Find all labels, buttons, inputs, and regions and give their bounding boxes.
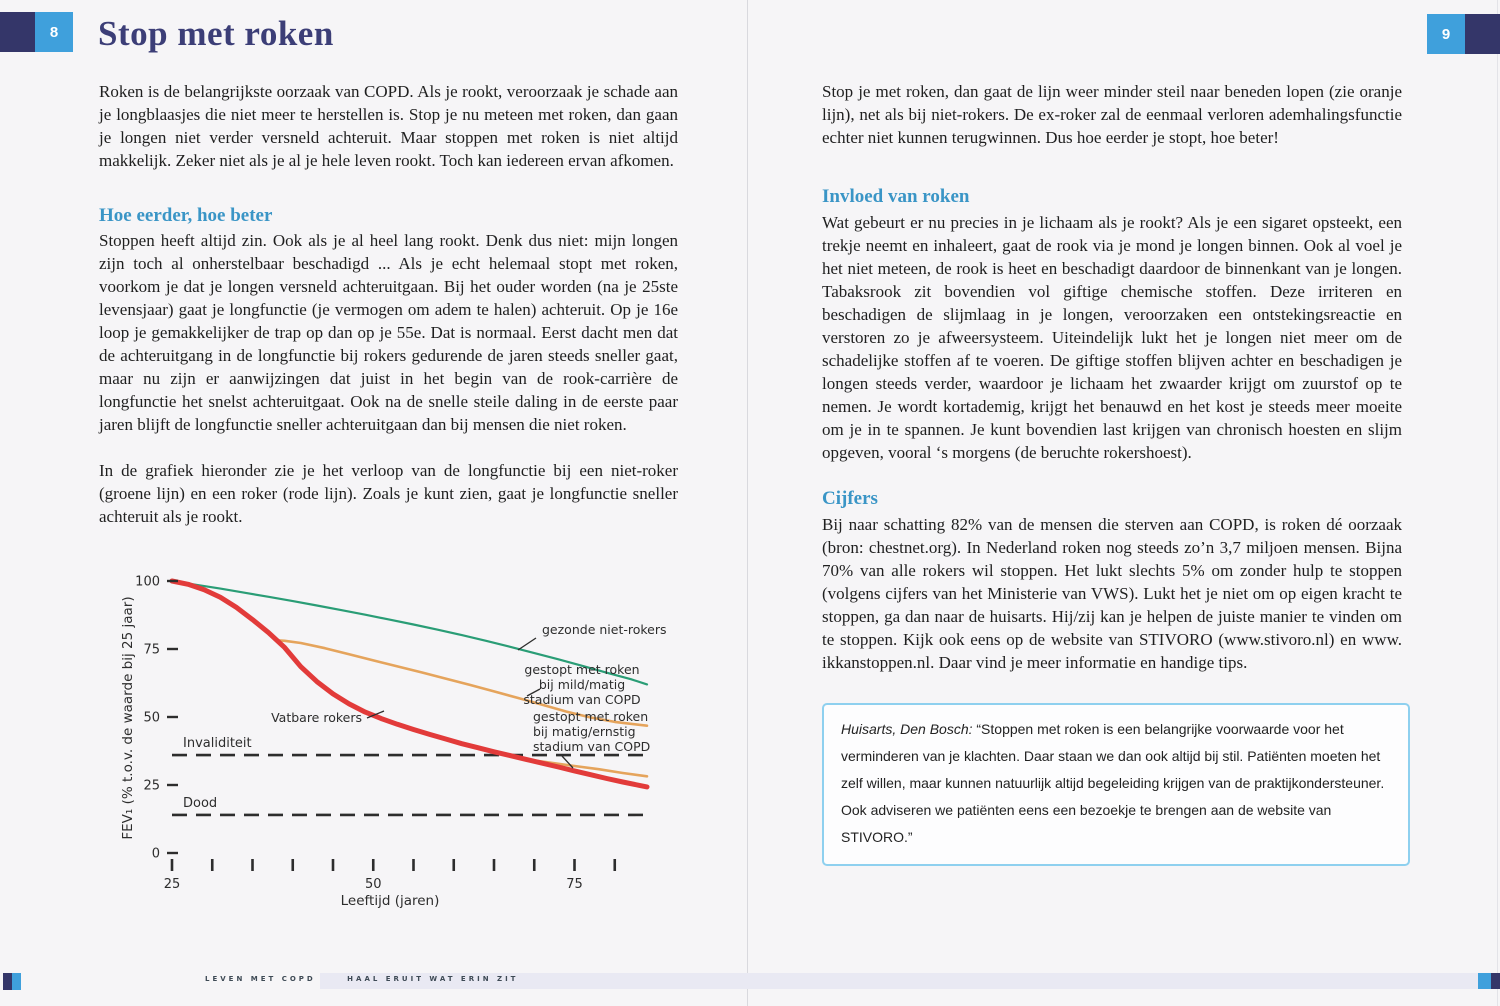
footer-icon-navy-square [3, 973, 12, 990]
reference-line-label: Dood [183, 795, 218, 811]
page-title: Stop met roken [98, 14, 334, 53]
y-axis-tick-label: 75 [143, 642, 160, 658]
footer-subtitle: HAAL ERUIT WAT ERIN ZIT [347, 975, 519, 983]
invloed-paragraph: Wat gebeurt er nu precies in je lichaam als je rookt? Als je een sigaret opsteekt, een trekje neemt en inhaleert, gaat de rook via je mond je longen binnen. Ook al voel je het niet meteen, de rook is heet en beschadigt daardoor de binnenkant van je longen. Tabaksrook zit bovendien vol giftige chemische stoffen. Deze irriteren en beschadigen de slijmlaag in je longen, veroorzaken een ontstekingsreactie en verstoren zo je afweersysteem. Uiteindelijk lukt het je longen niet meer om de schadelijke stoffen af te voeren. De giftige stoffen blijven achter en beschadigen je longen steeds verder, waardoor je lichaam het zwaarder krijgt om zuurstof op te nemen. Je wordt kortademig, krijgt het benauwd en het kost je steeds meer moeite om je in te spannen. Je kunt bovendien last krijgen van chronisch hoesten en slijm opgeven, vooral ‘s morgens (de beruchte rokershoest). [822, 213, 1402, 462]
y-axis-title: FEV₁ (% t.o.v. de waarde bij 25 jaar) [120, 596, 136, 840]
page-number-badge-left [0, 12, 73, 52]
x-axis-tick-label: 50 [364, 877, 382, 892]
x-axis-tick-label: 25 [163, 877, 181, 892]
quote-text: “Stoppen met roken is een belangrijke voorwaarde voor het verminderen van je klachten. Daar staan we dan ook altijd bij stil. Patiënten moeten het zelf willen, maar kunnen natuurlijk altijd begeleiding krijgen van de praktijkondersteuner. Ook adviseren we patiënten eens een bezoekje te brengen aan de website van STIVORO.” [841, 721, 1385, 845]
series-annotation: stadium van COPD [533, 739, 651, 754]
y-axis-tick-label: 25 [143, 778, 160, 794]
y-axis-tick-label: 0 [151, 846, 160, 862]
series-annotation: gestopt met roken [533, 709, 649, 724]
quote-box [822, 703, 1410, 866]
page-number-badge-right [1427, 14, 1500, 54]
intro-paragraph: Roken is de belangrijkste oorzaak van COPD. Als je rookt, veroorzaak je schade aan je longblaasjes die niet meer te herstellen is. Stop je nu meteen met roken, dan gaan je longen niet verder versneld achteruit. Maar stoppen met roken is niet altijd makkelijk. Zeker niet als je al je hele leven rookt. Toch kan iedereen ervan afkomen. [99, 82, 678, 170]
footer-right-blue-square [1478, 973, 1491, 989]
footer-series-title: LEVEN MET COPD [205, 975, 316, 983]
chart-figure [90, 558, 710, 910]
badge-navy-block [0, 12, 35, 52]
series-annotation: gezonde niet-rokers [542, 622, 667, 637]
badge-navy-block [1465, 14, 1500, 54]
continuation-paragraph: Stop je met roken, dan gaat de lijn weer minder steil naar beneden lopen (zie oranje lijn), net als bij niet-rokers. De ex-roker zal de eenmaal verloren ademhalingsfunctie echter niet kunnen terugwinnen. Dus hoe eerder je stopt, hoe beter! [822, 82, 1402, 147]
series-annotation: bij matig/ernstig [533, 724, 636, 739]
section-body-paragraph: Stoppen heeft altijd zin. Ook als je al heel lang rookt. Denk dus niet: mijn longen zijn toch al onherstelbaar beschadigd ... Als je echt helemaal stopt met roken, voorkom je dat je longen versneld achteruitgaan. Bij het ouder worden (na je 25ste levensjaar) gaat je longfunctie (je vermogen om adem te halen) achteruit. Op je 16e loop je gemakkelijker de trap op dan op je 55e. Dat is normaal. Eerst dacht men dat de achteruitgang in de longfunctie bij rokers gedurende de jaren steeds sneller gaat, maar nu zijn er aanwijzingen dat juist in het begin van de rook-carrière de longfunctie het snelst achteruitgaat. Ook na de snelle steile daling in de eerste paar jaren blijft de longfunctie sneller achteruitgaan dan bij mensen die niet roken. [99, 231, 678, 434]
footer-right-navy-square [1491, 973, 1500, 989]
page-number-right: 9 [1427, 14, 1465, 54]
section-heading-cijfers: Cijfers [822, 488, 878, 509]
series-annotation: bij mild/matig [538, 677, 626, 692]
y-axis-tick-label: 100 [135, 574, 160, 590]
page-right-edge [1497, 0, 1498, 1006]
series-annotation: gestopt met roken [524, 662, 640, 677]
section-heading-hoe-eerder: Hoe eerder, hoe beter [99, 205, 273, 226]
quote-attribution: Huisarts, Den Bosch: [841, 721, 973, 737]
x-axis-tick-label: 75 [566, 877, 583, 892]
footer-text [205, 975, 518, 983]
x-axis-title: Leeftijd (jaren) [340, 893, 440, 909]
reference-line-label: Invaliditeit [183, 736, 252, 752]
y-axis-tick-label: 50 [143, 710, 160, 726]
page-gutter-divider [747, 0, 748, 1006]
page-number-left: 8 [35, 12, 73, 52]
section-heading-invloed: Invloed van roken [822, 186, 970, 207]
annotation-leader-line [518, 638, 536, 650]
series-annotation: stadium van COPD [523, 692, 641, 707]
graph-intro-paragraph: In de grafiek hieronder zie je het verloop van de longfunctie bij een niet-roker (groene lijn) en een roker (rode lijn). Zoals je kunt zien, gaat je longfunctie sneller achteruit als je rookt. [99, 461, 678, 526]
footer-icon-blue-square [12, 973, 21, 990]
series-annotation: Vatbare rokers [271, 710, 362, 725]
lung-function-chart [90, 558, 710, 910]
cijfers-paragraph: Bij naar schatting 82% van de mensen die sterven aan COPD, is roken dé oorzaak (bron: chestnet.org). In Nederland roken nog steeds zo’n 3,7 miljoen mensen. Bijna 70% van alle rokers wil stoppen. Het lukt slechts 5% om zonder hulp te stoppen (volgens cijfers van het Ministerie van VWS). Lukt het je niet om op eigen kracht te stoppen, ga dan naar de huisarts. Hij/zij kan je helpen de juiste manier te vinden om te stoppen. Kijk ook eens op de website van STIVORO (www.stivoro.nl) en www. ikkanstoppen.nl. Daar vind je meer informatie en handige tips. [822, 515, 1402, 672]
